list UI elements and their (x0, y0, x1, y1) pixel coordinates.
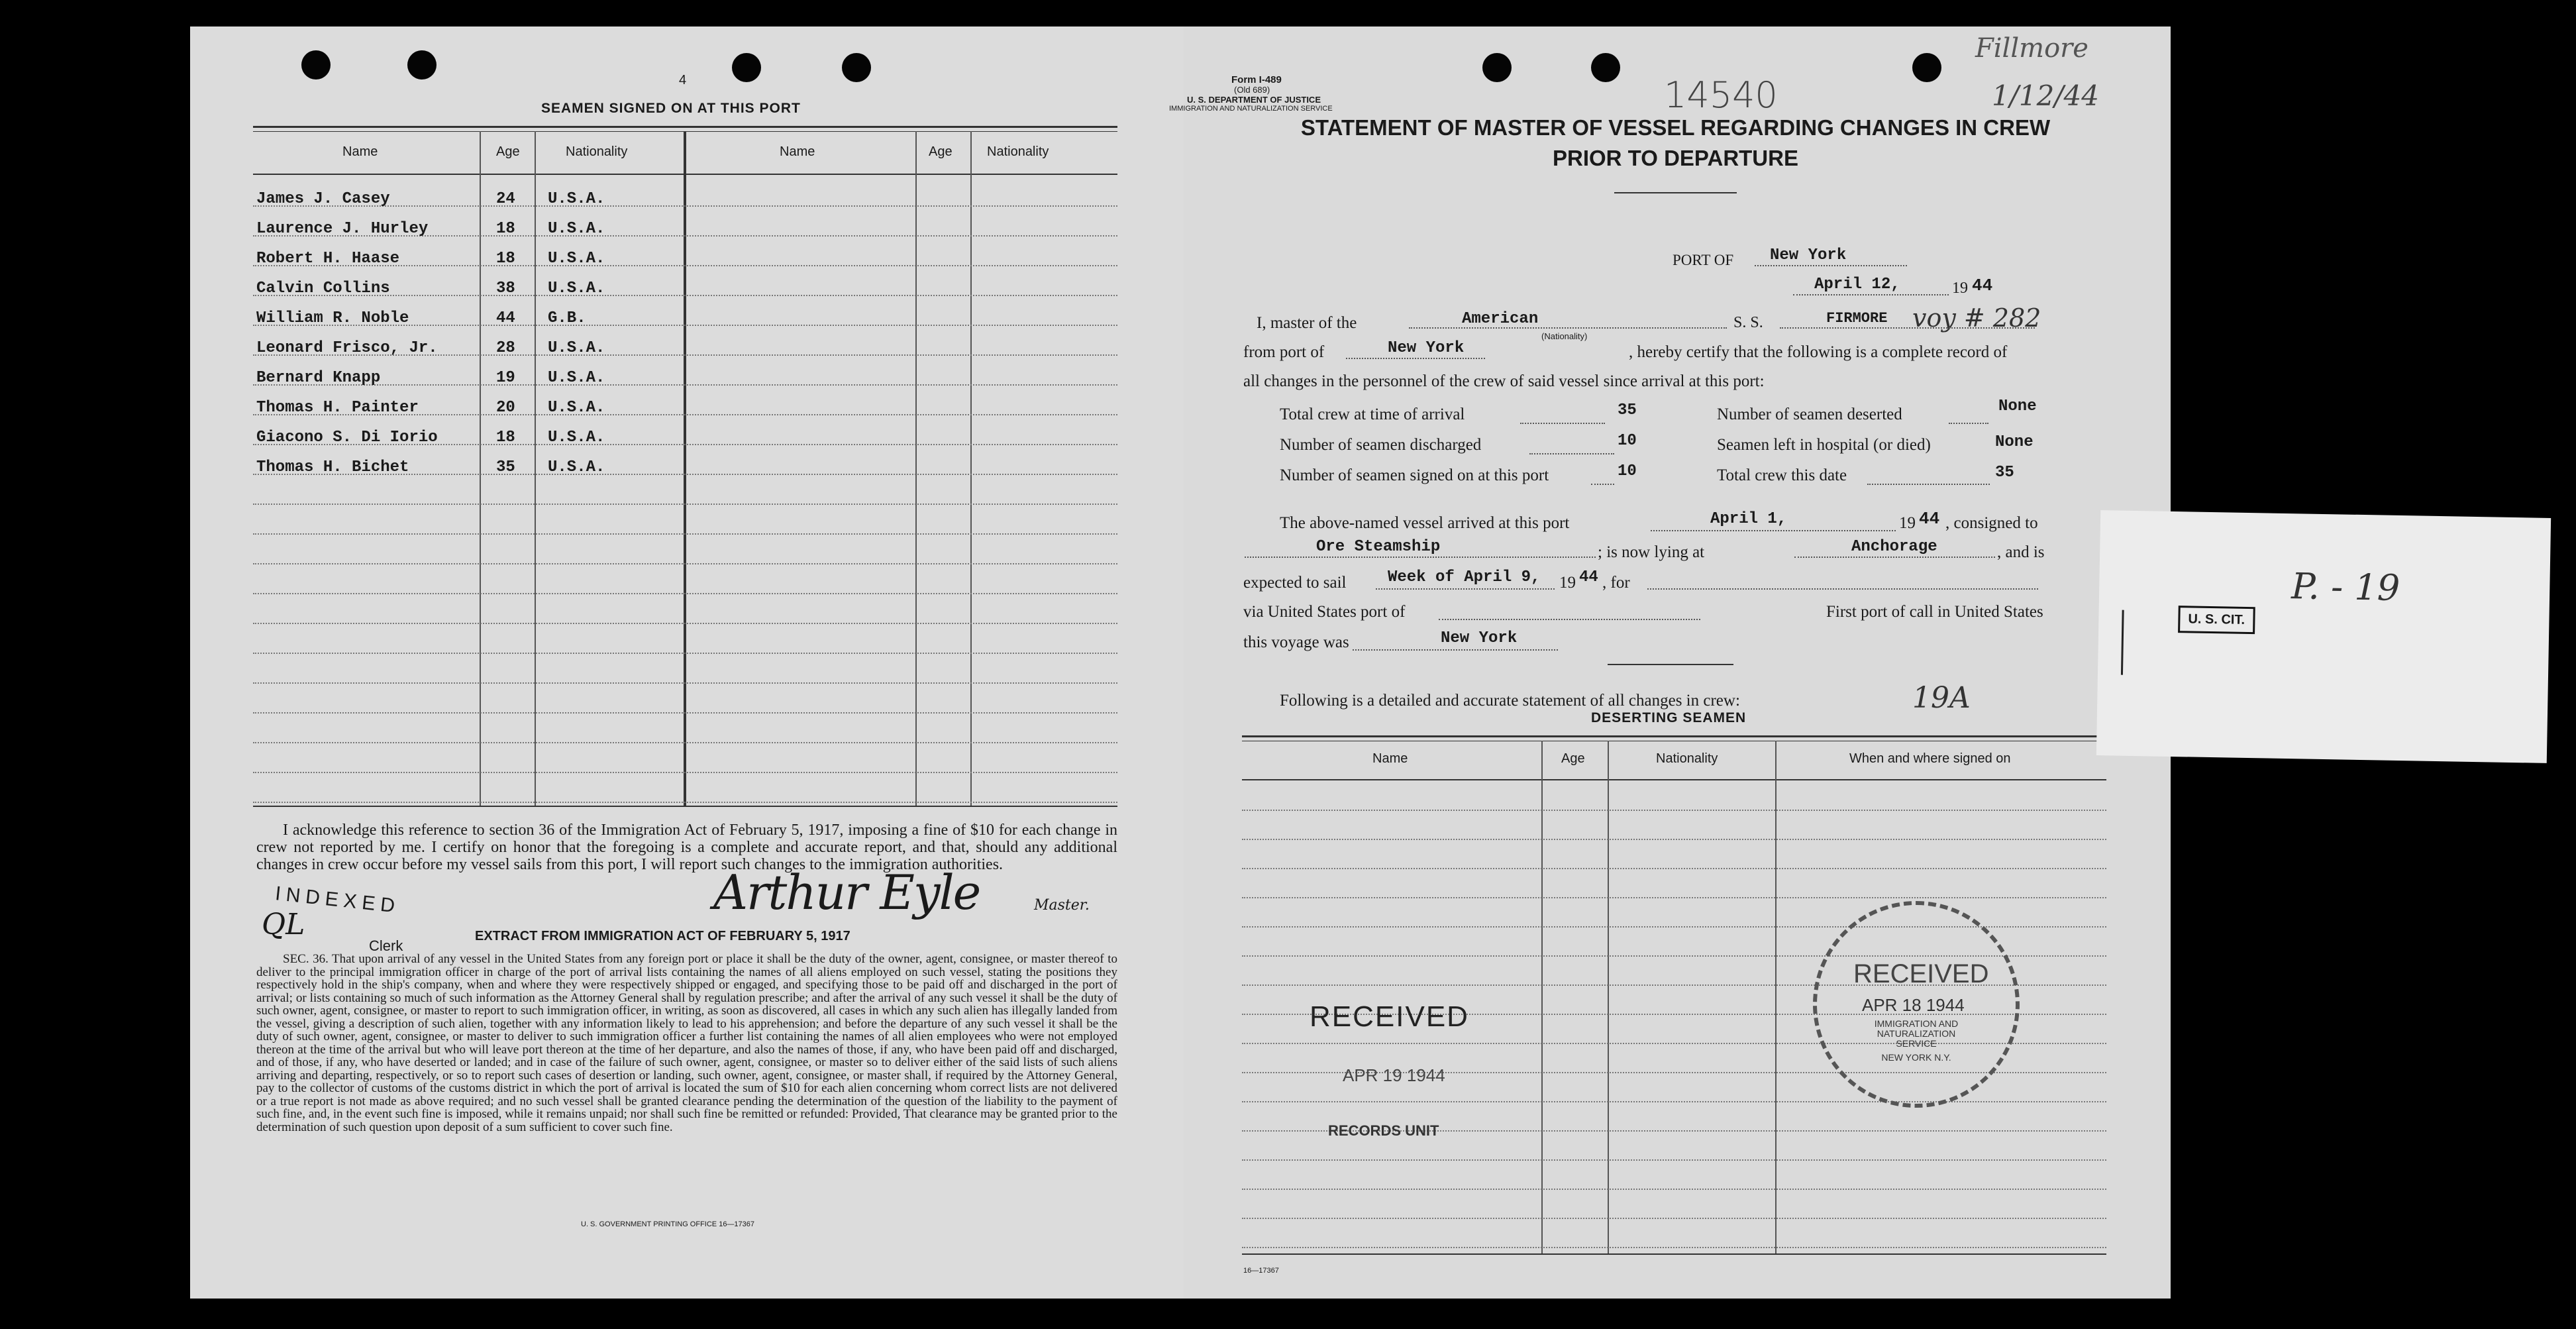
expected-year: 44 (1579, 568, 1598, 586)
ss-label: S. S. (1733, 314, 1763, 331)
expected-sail-value: Week of April 9, (1388, 568, 1541, 586)
for-label: , for (1602, 574, 1630, 592)
seaman-age: 18 (496, 250, 515, 268)
handwritten-19a: 19A (1912, 681, 1971, 715)
table-row-line (1242, 868, 2106, 870)
col-header-age-2: Age (929, 144, 953, 159)
seaman-age: 18 (496, 429, 515, 447)
consigned-to-label: , consigned to (1945, 514, 2038, 532)
seaman-name: Thomas H. Painter (256, 399, 419, 417)
table-row-line (253, 682, 1117, 684)
seaman-age: 18 (496, 220, 515, 238)
master-signature: Arthur Eyle (713, 865, 980, 920)
stat-signed-on-label: Number of seamen signed on at this port (1280, 466, 1549, 484)
first-port-label: First port of call in United States (1826, 603, 2043, 621)
table-row-line (1242, 839, 2106, 841)
form-title-line2: PRIOR TO DEPARTURE (1553, 146, 1798, 170)
punch-hole (301, 50, 331, 80)
indexed-stamp: INDEXED (274, 882, 401, 918)
stat-total-crew-arrival-label: Total crew at time of arrival (1280, 405, 1465, 423)
stat-total-crew-arrival-value: 35 (1618, 401, 1637, 419)
seaman-nationality: U.S.A. (548, 458, 605, 476)
table-row-line (253, 563, 1117, 565)
seaman-age: 28 (496, 339, 515, 357)
table-row-line (253, 533, 1117, 535)
seaman-name: Thomas H. Bichet (256, 458, 409, 476)
department: U. S. DEPARTMENT OF JUSTICE (1187, 95, 1321, 105)
port-of-label: PORT OF (1673, 252, 1734, 268)
seaman-name: Leonard Frisco, Jr. (256, 339, 438, 357)
seaman-nationality: G.B. (548, 309, 586, 327)
table-row-line (253, 593, 1117, 595)
handwritten-vessel-name: Fillmore (1975, 33, 2088, 64)
voyage-was-label: this voyage was (1243, 633, 1349, 651)
date-value: April 12, (1814, 276, 1900, 293)
form-number: Form I-489 (1231, 74, 1282, 85)
seaman-age: 44 (496, 309, 515, 327)
stat-hospital-label: Seamen left in hospital (or died) (1717, 436, 1931, 454)
and-is-label: , and is (1997, 543, 2045, 561)
round-stamp-service: IMMIGRATION AND NATURALIZATION SERVICE (1874, 1018, 1959, 1049)
col-header-name-2: Name (780, 144, 815, 159)
deserting-title: DESERTING SEAMEN (1591, 710, 1747, 725)
received-date: APR 19 1944 (1343, 1065, 1445, 1085)
seaman-nationality: U.S.A. (548, 190, 605, 208)
received-stamp: RECEIVED (1310, 1000, 1469, 1033)
form-old: (Old 689) (1234, 85, 1270, 95)
us-cit-stamp: U. S. CIT. (2178, 606, 2255, 634)
footer-code: 16—17367 (1243, 1267, 1279, 1275)
arrived-text: The above-named vessel arrived at this port (1280, 514, 1570, 532)
stat-signed-on-value: 10 (1618, 462, 1637, 480)
expected-sail-label: expected to sail (1243, 574, 1347, 592)
following-text: Following is a detailed and accurate statement of all changes in crew: (1280, 692, 1740, 710)
master-of-label: I, master of the (1257, 314, 1357, 332)
table-row-line (1242, 1159, 2106, 1161)
right-page (1169, 27, 2171, 1299)
table-row-line (253, 742, 1117, 744)
seaman-nationality: U.S.A. (548, 220, 605, 238)
page-number: 4 (679, 73, 687, 87)
voyage-was-value: New York (1441, 629, 1518, 647)
seaman-nationality: U.S.A. (548, 250, 605, 268)
deserting-col-name: Name (1372, 751, 1408, 766)
table-row-line (253, 653, 1117, 655)
consignee-value: Ore Steamship (1316, 538, 1441, 556)
stat-deserted-value: None (1998, 398, 2037, 415)
seaman-age: 20 (496, 399, 515, 417)
col-header-age: Age (496, 144, 520, 159)
year-value: 44 (1972, 276, 1993, 295)
lying-at-value: Anchorage (1851, 538, 1937, 556)
seaman-name: Giacono S. Di Iorio (256, 429, 438, 447)
punch-hole (407, 50, 437, 80)
seaman-nationality: U.S.A. (548, 369, 605, 387)
nationality-label: (Nationality) (1541, 331, 1588, 341)
seaman-age: 35 (496, 458, 515, 476)
stat-deserted-label: Number of seamen deserted (1717, 405, 1902, 423)
port-of-value: New York (1770, 246, 1847, 264)
clerk-initials: QL (262, 908, 305, 941)
table-row-line (253, 802, 1117, 804)
col-header-name: Name (342, 144, 378, 159)
seaman-age: 19 (496, 369, 515, 387)
printing-office: U. S. GOVERNMENT PRINTING OFFICE 16—17367 (581, 1220, 755, 1228)
seaman-name: Robert H. Haase (256, 250, 400, 268)
service: IMMIGRATION AND NATURALIZATION SERVICE (1169, 105, 1333, 113)
left-page (190, 27, 1184, 1299)
arrived-year-prefix: 19 (1899, 514, 1916, 532)
section-title: SEAMEN SIGNED ON AT THIS PORT (541, 101, 801, 116)
table-row-line (1242, 1101, 2106, 1103)
punch-hole (1482, 53, 1512, 82)
seaman-nationality: U.S.A. (548, 280, 605, 297)
from-port-value: New York (1388, 339, 1465, 357)
stat-discharged-label: Number of seamen discharged (1280, 436, 1482, 454)
punch-hole (1912, 53, 1941, 82)
table-row-line (253, 772, 1117, 774)
seaman-nationality: U.S.A. (548, 399, 605, 417)
seaman-name: Bernard Knapp (256, 369, 381, 387)
seaman-age: 24 (496, 190, 515, 208)
col-header-nationality-2: Nationality (987, 144, 1049, 159)
master-label: Master. (1034, 897, 1090, 914)
round-stamp-city: NEW YORK N.Y. (1881, 1052, 1951, 1063)
table-row-line (253, 712, 1117, 714)
stat-total-crew-date-value: 35 (1995, 464, 2014, 482)
punch-hole (732, 53, 761, 82)
table-row-line (253, 623, 1117, 625)
year-prefix: 19 (1952, 280, 1968, 297)
arrived-year: 44 (1919, 509, 1940, 529)
card-mark (2121, 610, 2124, 675)
expected-year-prefix: 19 (1559, 574, 1576, 592)
round-stamp-received: RECEIVED (1853, 959, 1989, 988)
certify-text: , hereby certify that the following is a complete record of (1629, 343, 2008, 361)
seaman-age: 38 (496, 280, 515, 297)
seaman-nationality: U.S.A. (548, 429, 605, 447)
extract-text: SEC. 36. That upon arrival of any vessel in the United States from any foreign port or place it shall be the duty of the owner, agent, consignee, or master thereof to deliver to the principal immigration officer in charge of the port of arrival lists containing the names of all aliens employed on such vessel, stating the positions they respectively hold in the ship's company, when and where they were respectively shipped or engaged, and specifying those to be paid off and discharged in the port of arrival; or lists containing so much of such information as the Attorney General shall by regulation prescribe; and after the arrival of any such vessel it shall be the duty of such owner, agent, consignee, or master to report to such immigration officer, in writing, as soon as discovered, all cases in which any such alien has illegally landed from the vessel, giving a description of such alien, together with any information likely to lead to his apprehension; and before the departure of any such vessel it shall be the duty of such owner, agent, consignee, or master to deliver to such immigration officer a further list containing the names of all alien employees who were not employed thereon at the time of the arrival but who will leave port thereon at the time of her departure, and also the names of those, if any, who have been paid off and discharged, and of those, if any, who have deserted or landed; and in case of the failure of such owner, agent, consignee, or master so to deliver either of the said lists of such aliens arriving and departing, respectively, or so to report such cases of desertion or landing, such owner, agent, consignee, or master shall, if required by the Attorney General, pay to the collector of customs of the customs district in which the port of arrival is located the sum of $10 for each alien concerning whom correct lists are not delivered or a true report is not made as above required; and no such vessel shall be granted clearance pending the determination of the question of the liability to the payment of such fine, and, in the event such fine is imposed, while it remains unpaid; nor shall such fine be remitted or refunded: Provided, That clearance may be granted prior to the determination of such question upon deposit of a sum sufficient to cover such fine. (256, 952, 1117, 1134)
all-changes-text: all changes in the personnel of the crew of said vessel since arrival at this port: (1243, 372, 1765, 390)
table-row-line (253, 384, 1117, 386)
extract-title: EXTRACT FROM IMMIGRATION ACT OF FEBRUARY 5, 1917 (475, 929, 850, 943)
seaman-name: James J. Casey (256, 190, 390, 208)
vessel-name: FIRMORE (1826, 310, 1888, 327)
clerk-label: Clerk (369, 937, 403, 954)
handwritten-date: 1/12/44 (1992, 80, 2099, 112)
acknowledgement-text: I acknowledge this reference to section 36 of the Immigration Act of February 5, 1917, imposing a fine of $10 for each change in crew not reported by me. I certify on honor that the foregoing is a complete and accurate report, and that, should any additional changes in crew occur before my vessel sails from this port, I will report such changes to the immigration authorities. (256, 822, 1117, 873)
punch-hole (842, 53, 871, 82)
table-row-line (1242, 810, 2106, 812)
from-port-label: from port of (1243, 343, 1325, 361)
arrived-date: April 1, (1710, 510, 1787, 528)
col-header-nationality: Nationality (566, 144, 628, 159)
seaman-name: William R. Noble (256, 309, 409, 327)
seaman-nationality: U.S.A. (548, 339, 605, 357)
deserting-col-signed-on: When and where signed on (1849, 751, 2011, 766)
stat-total-crew-date-label: Total crew this date (1717, 466, 1847, 484)
records-unit: RECORDS UNIT (1328, 1122, 1439, 1139)
seaman-name: Calvin Collins (256, 280, 390, 297)
form-title-line1: STATEMENT OF MASTER OF VESSEL REGARDING CHANGES IN CREW (1300, 115, 2051, 140)
round-received-stamp (1813, 901, 2020, 1108)
nationality-value: American (1462, 310, 1539, 328)
round-stamp-date: APR 18 1944 (1862, 995, 1965, 1015)
table-row-line (1242, 1218, 2106, 1220)
handwritten-file-number: 14540 (1664, 74, 1778, 116)
table-row-line (253, 504, 1117, 505)
card-handwritten: P. - 19 (2291, 565, 2400, 609)
voyage-handwritten: voy # 282 (1912, 303, 2041, 333)
tracking-card (2096, 510, 2551, 763)
via-port-label: via United States port of (1243, 603, 1406, 621)
table-row-line (1242, 1247, 2106, 1249)
table-row-line (1242, 897, 2106, 899)
deserting-col-age: Age (1561, 751, 1585, 766)
stat-hospital-value: None (1995, 433, 2034, 451)
table-row-line (1242, 1189, 2106, 1191)
deserting-col-nationality: Nationality (1656, 751, 1718, 766)
seaman-name: Laurence J. Hurley (256, 220, 429, 238)
lying-at-label: ; is now lying at (1598, 543, 1705, 561)
punch-hole (1591, 53, 1620, 82)
stat-discharged-value: 10 (1618, 432, 1637, 450)
